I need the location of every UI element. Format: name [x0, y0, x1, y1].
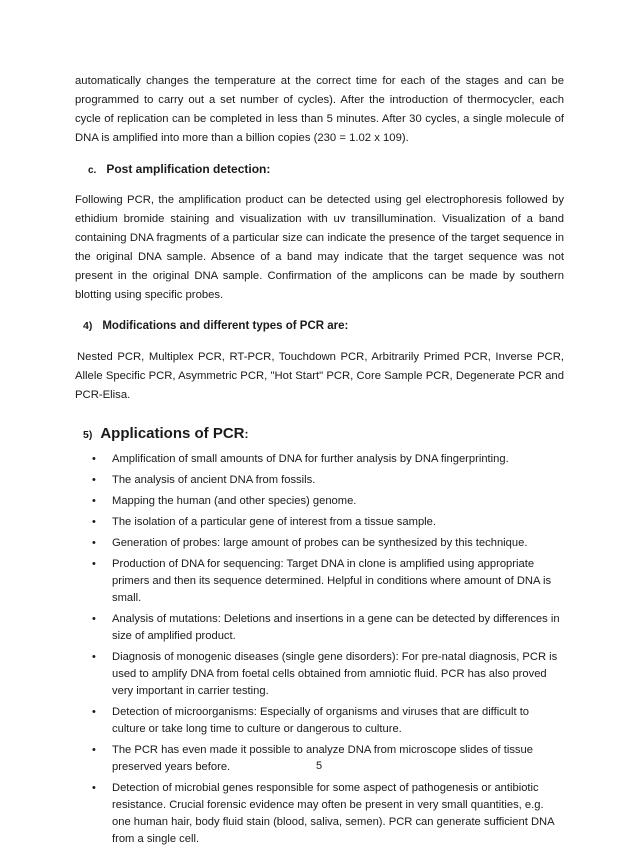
- paragraph-thermocycler: automatically changes the temperature at the correct time for each of the stages and can be programmed to carry out a set number of cycles). After the introduction of thermocycler, each cycle of replication can be completed in less than 5 minutes. After 30 cycles, a single molecule of DNA is amplified into more than a billion copies (230 = 1.02 x 109).: [75, 75, 564, 144]
- paragraph-pcr-types: Nested PCR, Multiplex PCR, RT-PCR, Touchdown PCR, Arbitrarily Primed PCR, Inverse PCR, Allele Specific PCR, Asymmetric PCR, "Hot Start" PCR, Core Sample PCR, Degenerate PCR and PCR-Elisa.: [75, 351, 564, 401]
- heading-colon: :: [244, 427, 249, 441]
- list-item-text: Analysis of mutations: Deletions and insertions in a gene can be detected by differences in size of amplified product.: [112, 613, 560, 642]
- document-page: [75, 72, 564, 852]
- list-item-text: Production of DNA for sequencing: Target DNA in clone is amplified using appropriate primers and then its sequence determined. Helpful in conditions where amount of DNA is small.: [112, 558, 552, 604]
- list-item-text: Diagnosis of monogenic diseases (single gene disorders): For pre-natal diagnosis, PCR is used to amplify DNA from foetal cells obtained from amniotic fluid. PCR has also proved very important in carrier testing.: [112, 651, 558, 697]
- heading-text: Modifications and different types of PCR are:: [102, 320, 349, 332]
- list-item-text: Amplification of small amounts of DNA for further analysis by DNA fingerprinting.: [112, 453, 509, 465]
- heading-number: c.: [88, 165, 97, 176]
- list-item: [75, 451, 564, 468]
- list-item-text: Generation of probes: large amount of probes can be synthesized by this technique.: [112, 537, 528, 549]
- list-item: [75, 556, 564, 607]
- list-item: [75, 472, 564, 489]
- list-item-text: Detection of microbial genes responsible for some aspect of pathogenesis or antibiotic resistance. Crucial forensic evidence may often be present in very small quantities, e.g. one human hair, body fluid stain (blood, saliva, semen). PCR can generate sufficient DNA from a single cell.: [112, 782, 554, 845]
- list-item: [75, 535, 564, 552]
- applications-list: [75, 451, 564, 848]
- heading-modifications: [83, 318, 564, 334]
- paragraph-detection: Following PCR, the amplification product can be detected using gel electrophoresis followed by ethidium bromide staining and visualization with uv transillumination. Visualization of a band containing DNA fragments of a particular size can indicate the presence of the target sequence in the original DNA sample. Absence of a band may indicate that the target sequence was not present in the original DNA sample. Confirmation of the amplicons can be made by southern blotting using specific probes.: [75, 194, 564, 301]
- bullet-icon: •: [92, 782, 96, 794]
- list-item: [75, 649, 564, 700]
- list-item: [75, 704, 564, 738]
- heading-applications: [83, 423, 564, 446]
- bullet-icon: •: [92, 474, 96, 486]
- bullet-icon: •: [92, 558, 96, 570]
- bullet-icon: •: [92, 495, 96, 507]
- bullet-icon: •: [92, 744, 96, 756]
- list-item-text: The isolation of a particular gene of interest from a tissue sample.: [112, 516, 436, 528]
- heading-post-amplification: [88, 161, 564, 179]
- list-item-text: Detection of microorganisms: Especially of organisms and viruses that are difficult to culture or take long time to culture or dangerous to culture.: [112, 706, 530, 735]
- bullet-icon: •: [92, 651, 96, 663]
- bullet-icon: •: [92, 613, 96, 625]
- list-item-text: The analysis of ancient DNA from fossils.: [112, 474, 316, 486]
- list-item-text: Mapping the human (and other species) genome.: [112, 495, 357, 507]
- list-item: [75, 780, 564, 848]
- bullet-icon: •: [92, 706, 96, 718]
- list-item: [75, 514, 564, 531]
- heading-text: Post amplification detection:: [106, 162, 271, 176]
- bullet-icon: •: [92, 537, 96, 549]
- heading-number: 4): [83, 320, 93, 332]
- heading-text: Applications of PCR: [100, 425, 245, 442]
- bullet-icon: •: [92, 516, 96, 528]
- list-item: [75, 493, 564, 510]
- list-item: [75, 611, 564, 645]
- list-item-text: The PCR has even made it possible to analyze DNA from microscope slides of tissue preserved years before.: [112, 744, 533, 773]
- heading-number: 5): [83, 429, 93, 441]
- page-number: 5: [315, 760, 323, 772]
- bullet-icon: •: [92, 453, 96, 465]
